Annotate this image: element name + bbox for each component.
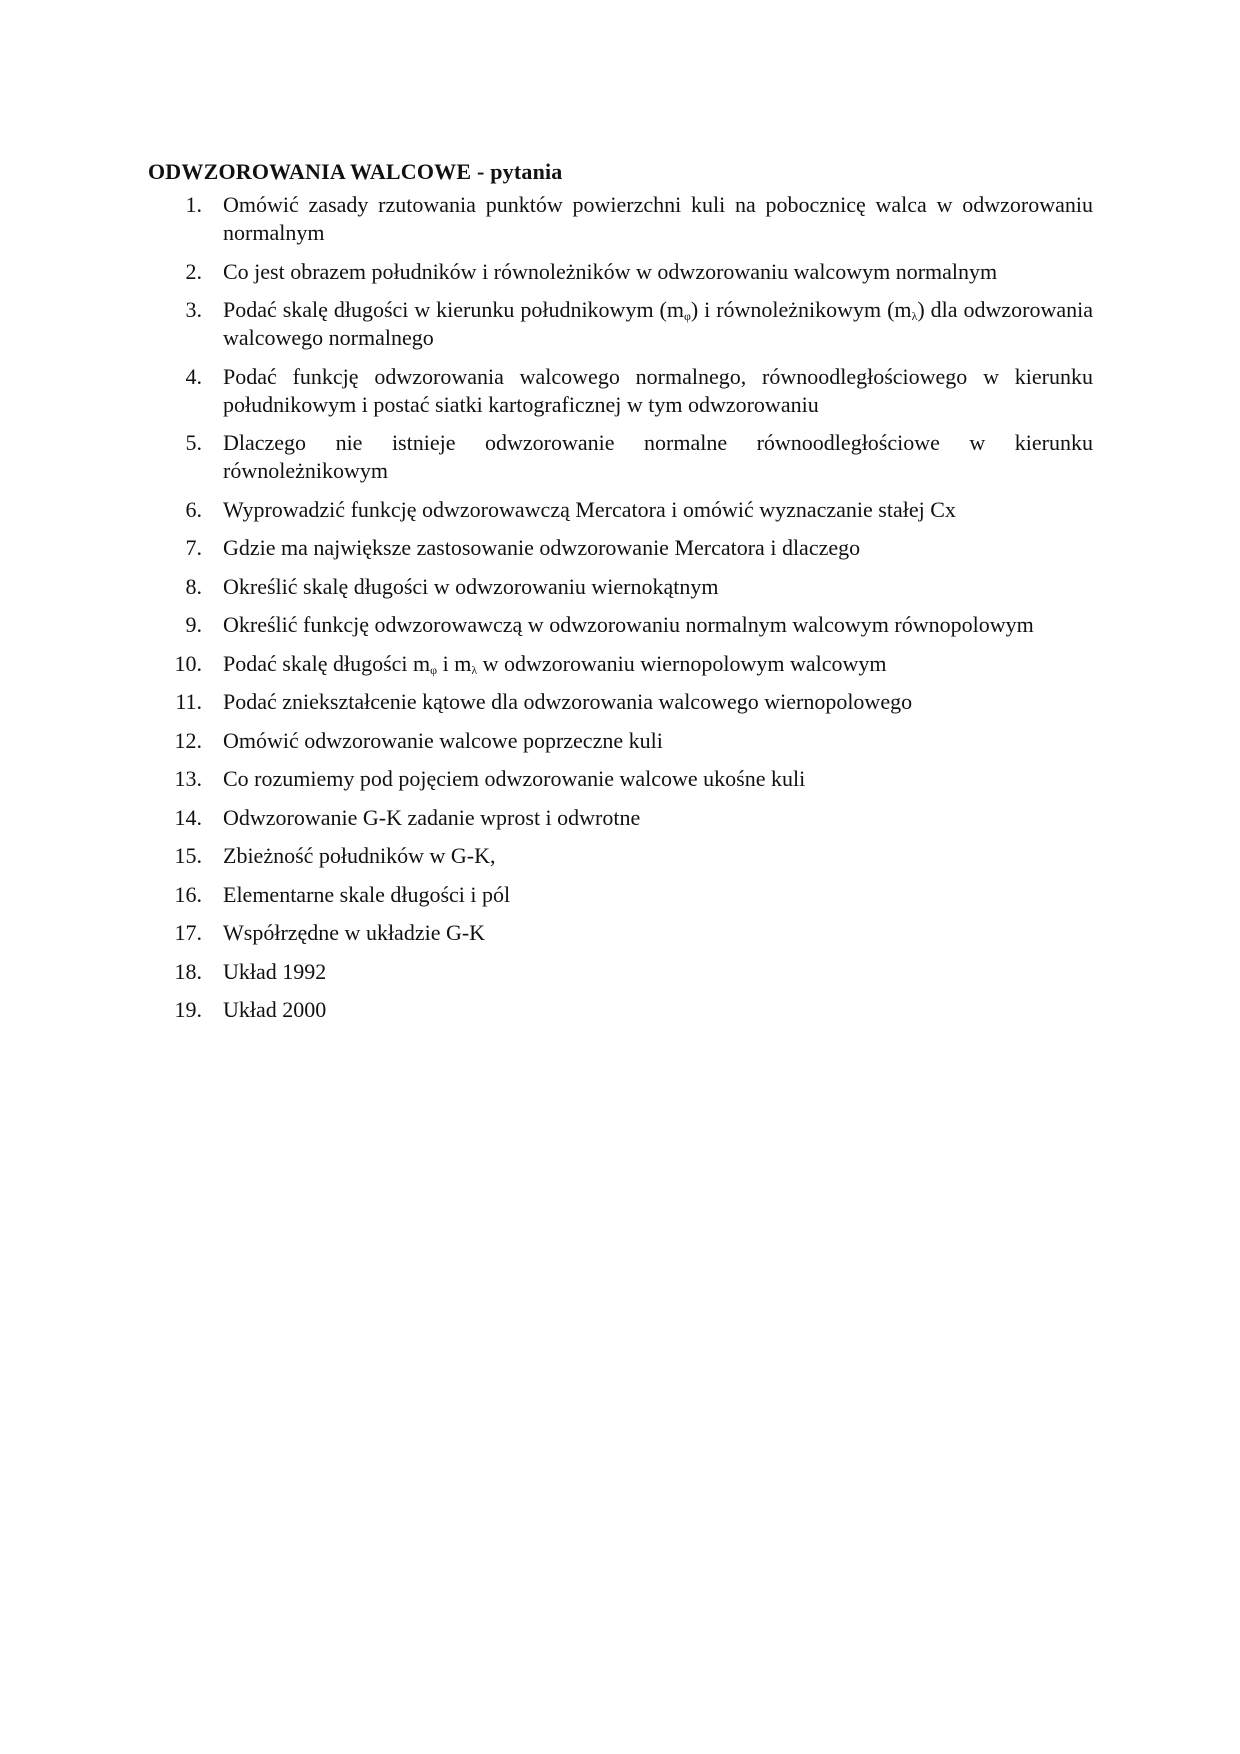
item-number: 4. <box>185 363 202 389</box>
item-text: Omówić zasady rzutowania punktów powierzchni kuli na pobocznicę walca w odwzorowaniu normalnym <box>223 192 1093 245</box>
item-text <box>223 297 1093 350</box>
item-text: Co jest obrazem południków i równoleżników w odwzorowaniu walcowym normalnym <box>223 258 998 284</box>
list-item <box>148 296 1093 352</box>
item-number: 16. <box>174 881 202 907</box>
title-main: ODWZOROWANIA WALCOWE <box>148 159 472 184</box>
list-item <box>148 804 1093 832</box>
item-text: Określić skalę długości w odwzorowaniu wiernokątnym <box>223 573 719 599</box>
list-item <box>148 881 1093 909</box>
item-number: 12. <box>174 727 202 753</box>
item-number: 5. <box>185 430 202 455</box>
list-item <box>148 258 1093 286</box>
item-text: Zbieżność południków w G-K, <box>223 843 496 868</box>
item-number: 2. <box>185 258 202 284</box>
item-number: 14. <box>174 804 202 830</box>
item-number: 19. <box>174 997 202 1022</box>
item-text-part: ) i równoleżnikowym (m <box>690 297 912 322</box>
questions-list <box>148 191 1093 1024</box>
item-number: 17. <box>174 920 202 945</box>
item-text <box>223 651 887 676</box>
list-item <box>148 958 1093 986</box>
list-item <box>148 534 1093 562</box>
list-item <box>148 727 1093 755</box>
item-text: Dlaczego nie istnieje odwzorowanie normalne równoodległościowe w kierunku równoleżnikowym <box>223 430 1093 483</box>
list-item <box>148 688 1093 716</box>
subscript-phi: φ <box>430 662 438 677</box>
item-text-part: Podać skalę długości m <box>223 650 431 676</box>
item-text: Podać funkcję odwzorowania walcowego normalnego, równoodległościowego w kierunku południkowym i postać siatki kartograficznej w tym odwzorowaniu <box>223 363 1093 417</box>
item-number: 6. <box>185 496 202 522</box>
list-item <box>148 429 1093 485</box>
page-title <box>148 157 1093 187</box>
item-text: Elementarne skale długości i pól <box>223 881 511 907</box>
item-number: 10. <box>174 650 202 676</box>
item-text: Omówić odwzorowanie walcowe poprzeczne kuli <box>223 727 663 753</box>
subscript-phi: φ <box>683 309 691 323</box>
list-item <box>148 611 1093 639</box>
list-item <box>148 996 1093 1024</box>
item-text-part: i m <box>437 650 472 676</box>
item-text: Odwzorowanie G-K zadanie wprost i odwrotne <box>223 804 641 830</box>
item-text: Układ 1992 <box>223 958 327 984</box>
item-number: 1. <box>185 192 202 217</box>
item-text: Określić funkcję odwzorowawczą w odwzorowaniu normalnym walcowym równopolowym <box>223 612 1034 637</box>
item-text: Wyprowadzić funkcję odwzorowawczą Mercatora i omówić wyznaczanie stałej Cx <box>223 496 956 522</box>
list-item <box>148 191 1093 247</box>
list-item <box>148 573 1093 601</box>
item-text-part: w odwzorowaniu wiernopolowym walcowym <box>477 650 887 676</box>
item-number: 18. <box>174 958 202 984</box>
list-item <box>148 496 1093 524</box>
item-text: Podać zniekształcenie kątowe dla odwzorowania walcowego wiernopolowego <box>223 689 913 714</box>
document-content <box>148 157 1093 1035</box>
item-text: Gdzie ma największe zastosowanie odwzorowanie Mercatora i dlaczego <box>223 535 861 560</box>
item-text: Współrzędne w układzie G-K <box>223 920 486 945</box>
item-text-part: Podać skalę długości w kierunku południkowym (m <box>223 297 684 322</box>
item-number: 8. <box>185 573 202 599</box>
item-number: 7. <box>185 535 202 560</box>
item-number: 15. <box>174 843 202 868</box>
list-item <box>148 919 1093 947</box>
list-item <box>148 363 1093 419</box>
item-text-part: ) dla odwzorowania walcowego normalnego <box>223 297 1093 350</box>
title-suffix: pytania <box>490 159 563 184</box>
item-number: 9. <box>185 612 202 637</box>
title-separator: - <box>471 159 491 184</box>
item-number: 3. <box>185 297 202 322</box>
subscript-lambda: λ <box>911 309 918 323</box>
list-item <box>148 842 1093 870</box>
item-text: Układ 2000 <box>223 997 327 1022</box>
item-number: 13. <box>174 766 202 791</box>
list-item <box>148 650 1093 678</box>
item-text: Co rozumiemy pod pojęciem odwzorowanie walcowe ukośne kuli <box>223 766 806 791</box>
subscript-lambda: λ <box>471 662 478 677</box>
item-number: 11. <box>175 689 202 714</box>
list-item <box>148 765 1093 793</box>
